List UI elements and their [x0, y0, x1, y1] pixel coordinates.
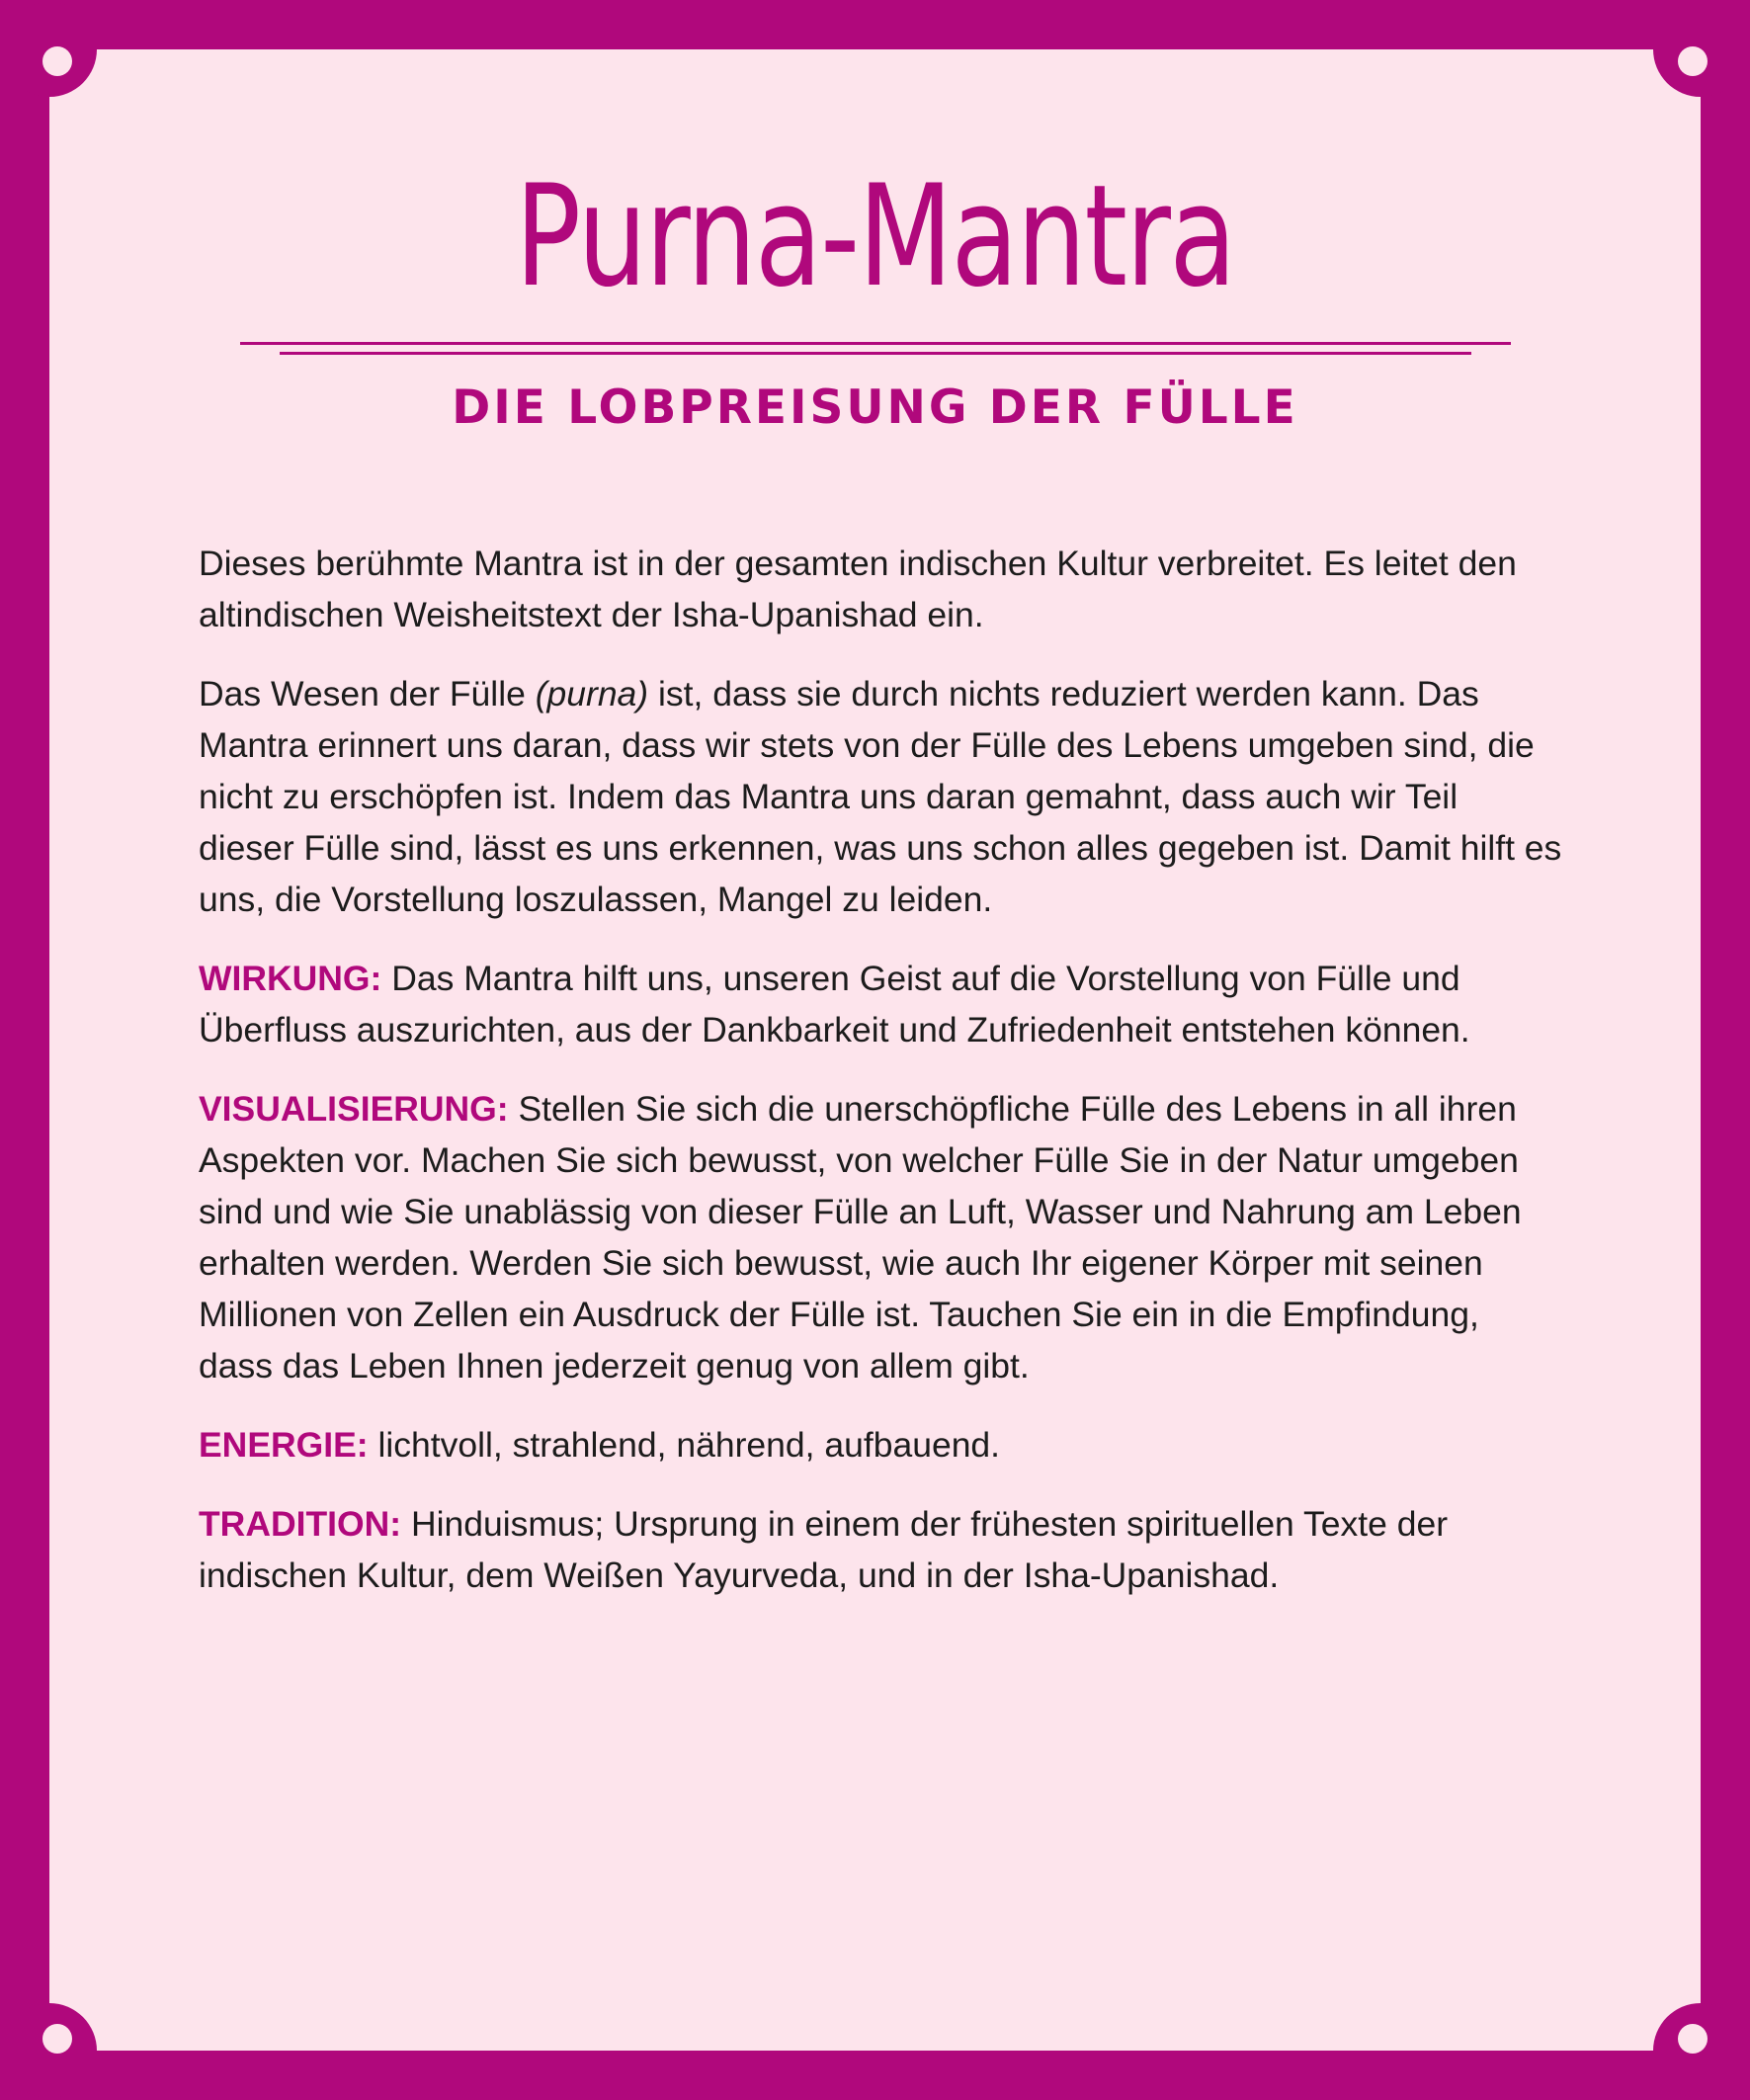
energie-section	[199, 1419, 1562, 1470]
wirkung-text: Das Mantra hilft uns, unseren Geist auf die Vorstellung von Fülle und Überfluss auszurichten, aus der Dankbarkeit und Zufriedenheit entstehen können.	[199, 959, 1470, 1050]
energie-label: ENERGIE:	[199, 1425, 369, 1465]
page-subtitle: DIE LOBPREISUNG DER FÜLLE	[452, 380, 1298, 435]
page-title: Purna-Mantra	[515, 155, 1235, 318]
energie-text: lichtvoll, strahlend, nährend, aufbauend.	[368, 1425, 1001, 1465]
essence-text-end: ist, dass sie durch nichts reduziert werden kann. Das Mantra erinnert uns daran, dass wir stets von der Fülle des Lebens umgeben sind, die nicht zu erschöpfen ist. Indem das Mantra uns daran gemahnt, dass auch wir Teil dieser Fülle sind, lässt es uns erkennen, was uns schon alles gegeben ist. Damit hilft es uns, die Vorstellung loszulassen, Mangel zu leiden.	[199, 674, 1562, 919]
essence-paragraph	[199, 668, 1562, 925]
title-divider-top	[240, 342, 1511, 345]
corner-dot-icon	[42, 2024, 72, 2054]
essence-text-start: Das Wesen der Fülle	[199, 674, 536, 714]
corner-dot-icon	[42, 46, 72, 76]
wirkung-section	[199, 953, 1562, 1055]
purna-term: (purna)	[535, 674, 649, 714]
visualisierung-section	[199, 1083, 1562, 1391]
body-text	[199, 538, 1562, 1629]
wirkung-label: WIRKUNG:	[199, 959, 382, 998]
tradition-label: TRADITION:	[199, 1504, 402, 1544]
visualisierung-label: VISUALISIERUNG:	[199, 1089, 509, 1129]
tradition-section	[199, 1498, 1562, 1601]
visualisierung-text: Stellen Sie sich die unerschöpfliche Fülle des Lebens in all ihren Aspekten vor. Machen Sie sich bewusst, von welcher Fülle Sie in der Natur umgeben sind und wie Sie unablässig von dieser Fülle an Luft, Wasser und Nahrung am Leben erhalten werden. Werden Sie sich bewusst, wie auch Ihr eigener Körper mit seinen Millionen von Zellen ein Ausdruck der Fülle ist. Tauchen Sie ein in die Empfindung, dass das Leben Ihnen jederzeit genug von allem gibt.	[199, 1089, 1522, 1386]
corner-dot-icon	[1678, 46, 1708, 76]
intro-text: Dieses berühmte Mantra ist in der gesamten indischen Kultur verbreitet. Es leitet den altindischen Weisheitstext der Isha-Upanishad ein.	[199, 544, 1517, 634]
corner-dot-icon	[1678, 2024, 1708, 2054]
intro-paragraph	[199, 538, 1562, 640]
tradition-text: Hinduismus; Ursprung in einem der frühesten spirituellen Texte der indischen Kultur, dem Weißen Yayurveda, und in der Isha-Upanishad.	[199, 1504, 1449, 1595]
title-divider-bottom	[280, 352, 1471, 355]
